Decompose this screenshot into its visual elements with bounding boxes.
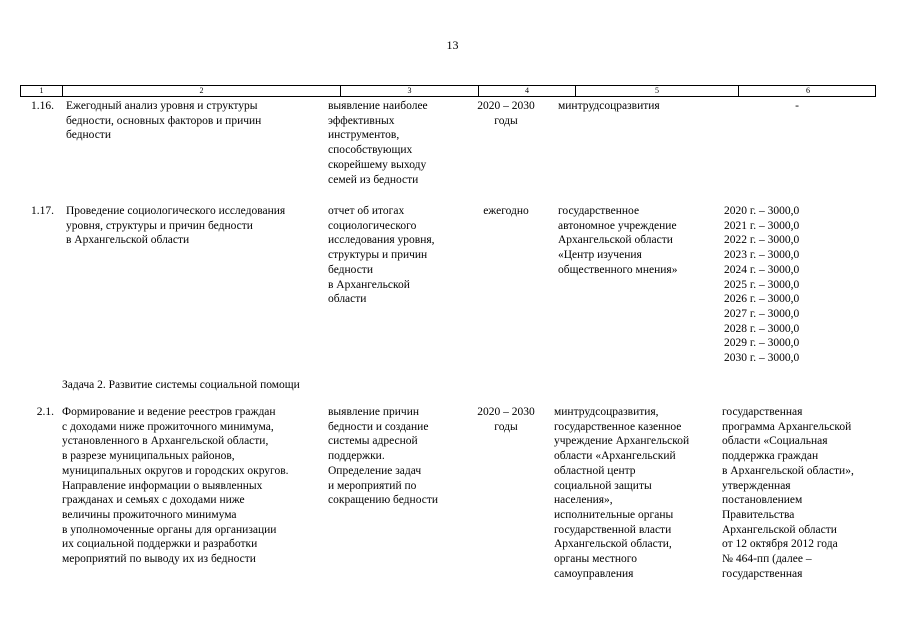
column-header-4: 4 (478, 86, 575, 96)
row-number: 2.1. (36, 406, 54, 418)
column-header-2: 2 (62, 86, 340, 96)
activity-cell: Проведение социологического исследования уровня, структуры и причин бедности в Архангельской области (66, 205, 286, 247)
executor-cell: минтрудсоцразвития, государственное казенное учреждение Архангельской области «Архангельский областной центр социальной защиты населения», исполнительные органы государственной власти Архангельской области, органы местного самоуправления (554, 406, 690, 580)
table-header-row (20, 85, 876, 97)
activity-cell: Формирование и ведение реестров граждан с доходами ниже прожиточного минимума, установленного в Архангельской области, в разрезе муниципальных районов, муниципальных округов и городских округов. Направление информации о выявленных гражданах и семьях с доходами ниже величины прожиточного минимума в уполномоченные органы для организации их социальной поддержки и разработки мероприятий по выводу их из бедности (62, 406, 289, 566)
funding-cell: государственная программа Архангельской области «Социальная поддержка граждан в Архангельской области», утвержденная постановлением Правительства Архангельской области от 12 октября 2012 года № 464-пп (далее – государственная (722, 406, 854, 580)
period-cell: ежегодно (483, 205, 529, 217)
result-cell: выявление наиболее эффективных инструментов, способствующих скорейшему выходу семей из бедности (328, 100, 428, 186)
row-number: 1.17. (31, 205, 54, 217)
result-cell: выявление причин бедности и создание системы адресной поддержки. Определение задач и мероприятий по сокращению бедности (328, 406, 439, 507)
result-cell: отчет об итогах социологического исследования уровня, структуры и причин бедности в Архангельской области (328, 205, 435, 306)
period-cell: 2020 – 2030 годы (477, 100, 535, 127)
executor-cell: минтрудсоцразвития (558, 100, 660, 112)
funding-cell: - (795, 100, 799, 112)
task-heading: Задача 2. Развитие системы социальной помощи (62, 379, 300, 391)
period-cell: 2020 – 2030 годы (477, 406, 535, 433)
activity-cell: Ежегодный анализ уровня и структуры бедности, основных факторов и причин бедности (66, 100, 262, 142)
executor-cell: государственное автономное учреждение Архангельской области «Центр изучения общественного мнения» (558, 205, 678, 276)
row-number: 1.16. (31, 100, 54, 112)
column-header-3: 3 (340, 86, 478, 96)
page-number: 13 (446, 38, 459, 52)
column-header-1: 1 (39, 86, 44, 95)
funding-cell: 2020 г. – 3000,0 2021 г. – 3000,0 2022 г. – 3000,0 2023 г. – 3000,0 2024 г. – 3000,0 2025 г. – 3000,0 2026 г. – 3000,0 2027 г. – 3000,0 2028 г. – 3000,0 2029 г. – 3000,0 2030 г. – 3000,0 (724, 205, 800, 365)
column-header-5: 5 (575, 86, 738, 96)
column-header-6: 6 (738, 86, 877, 96)
